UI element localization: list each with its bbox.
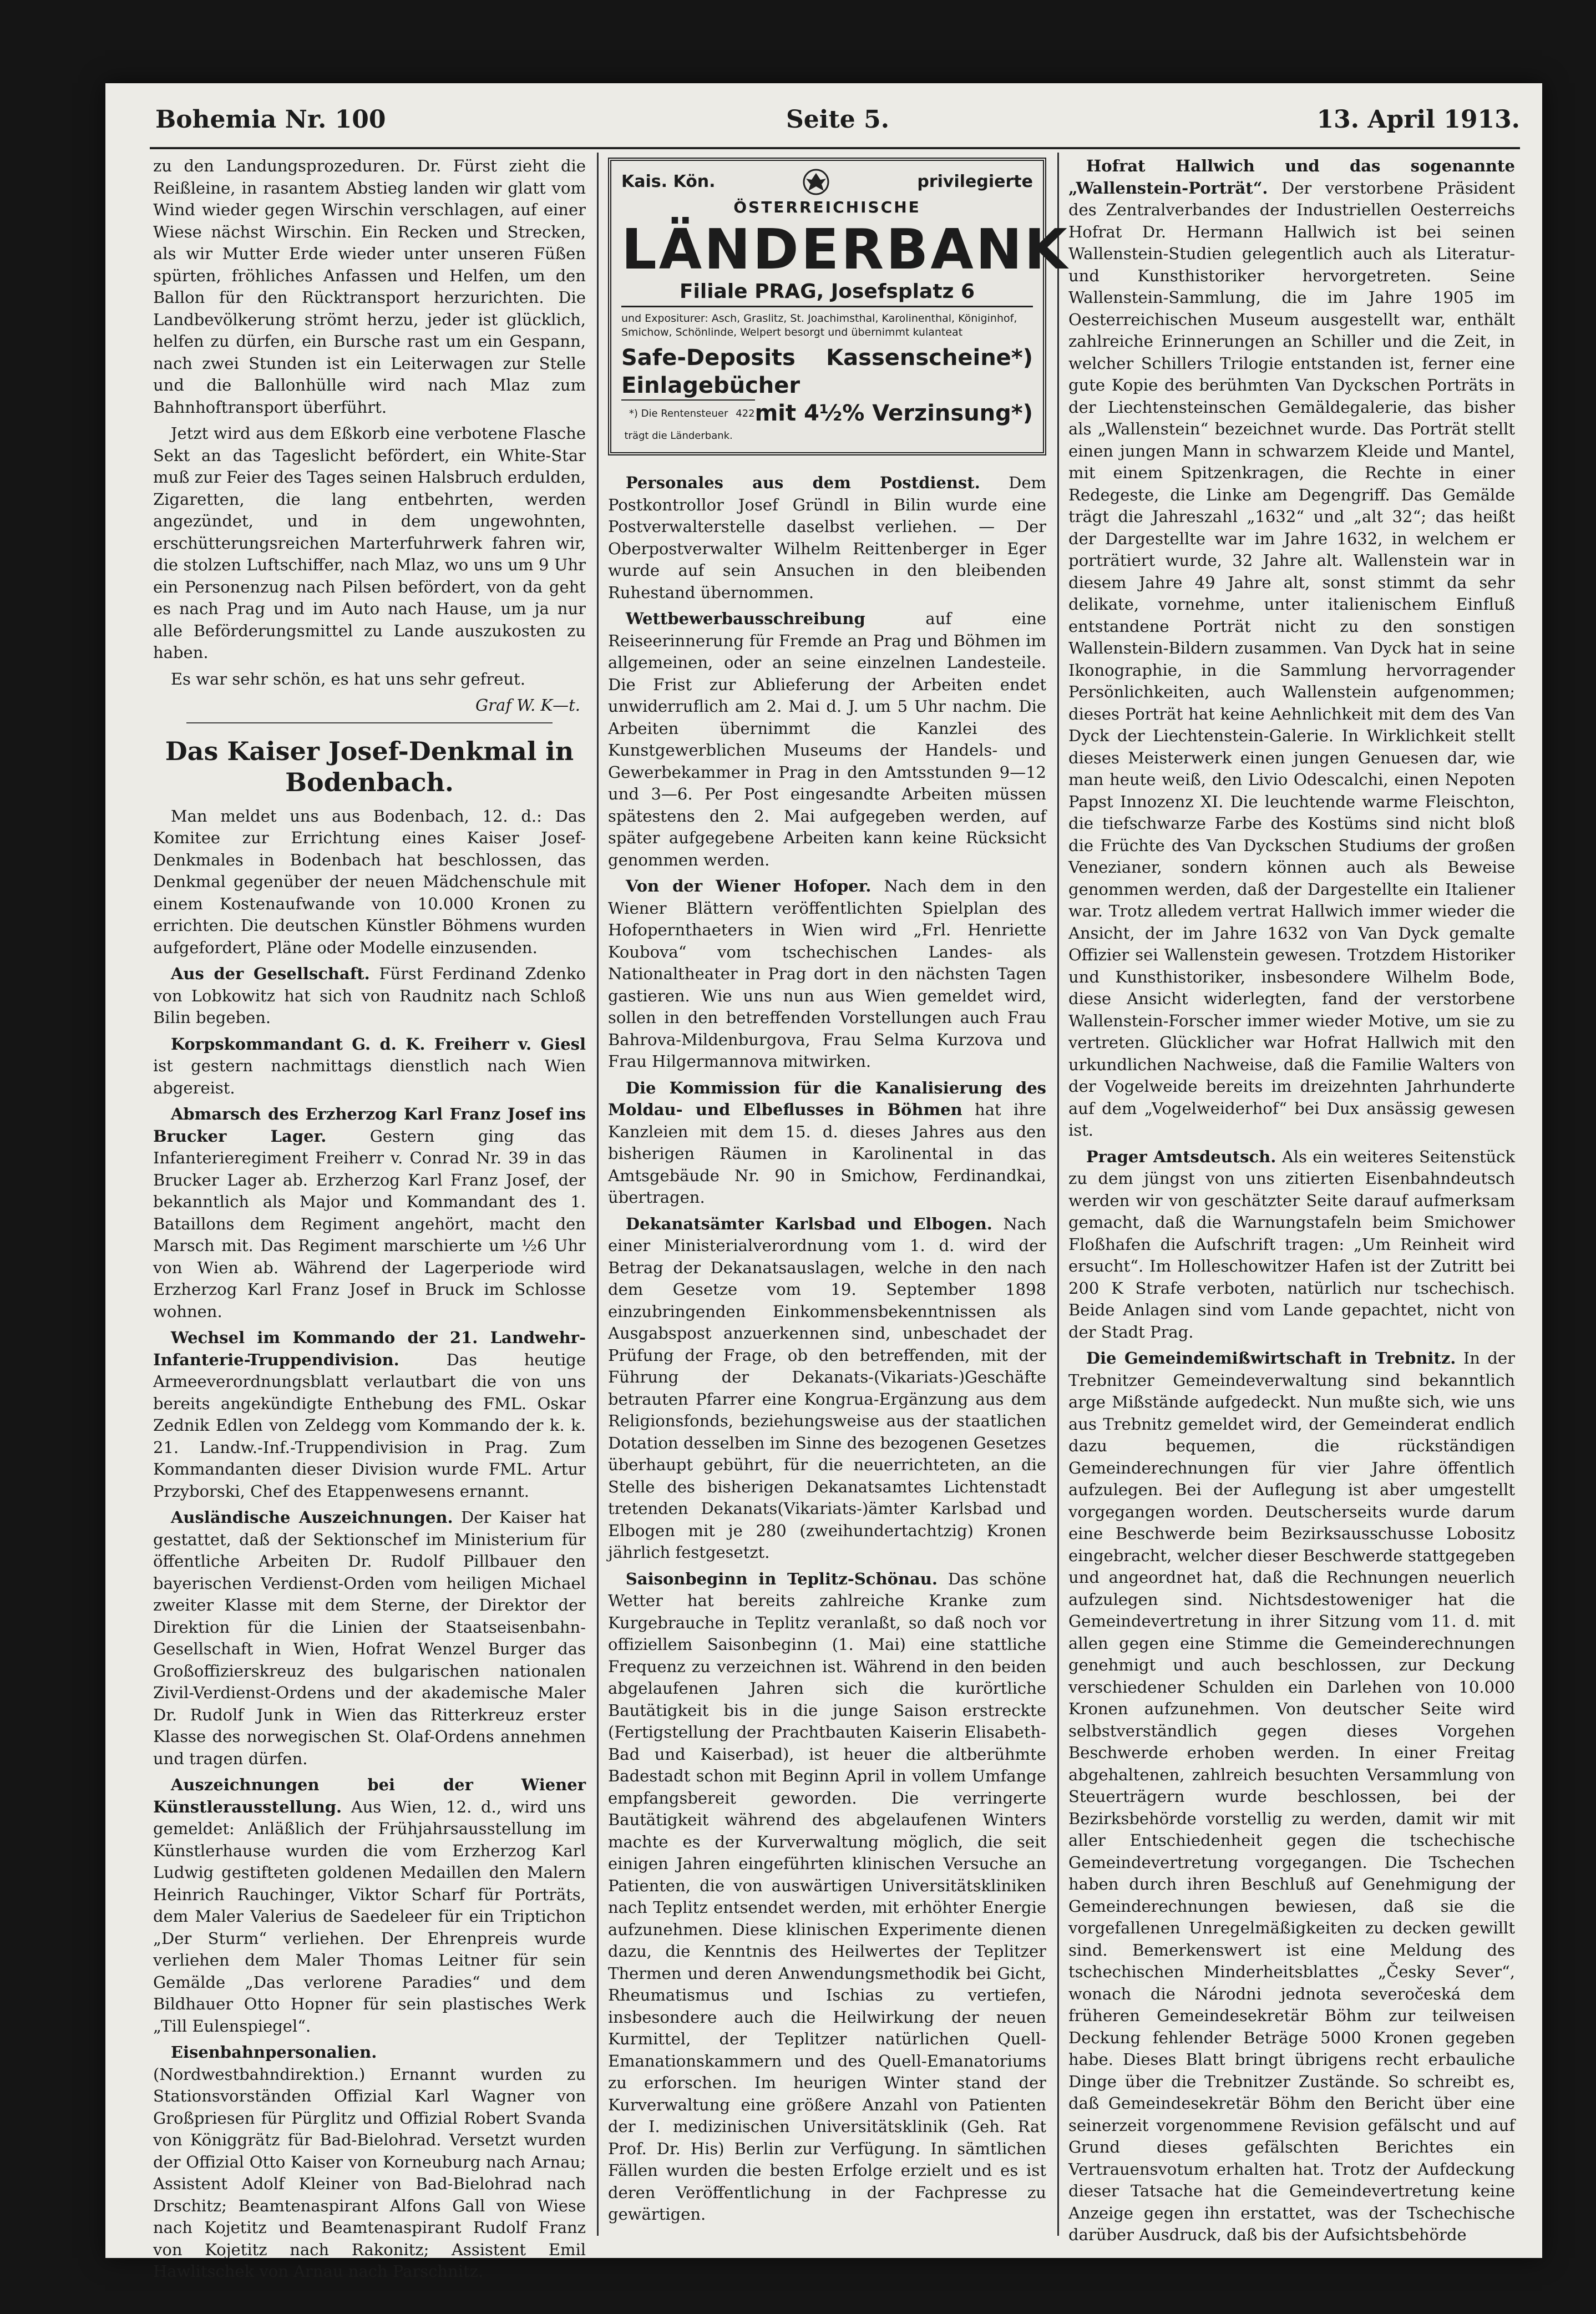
- news-text: In der Trebnitzer Gemeindeverwaltung sind bekanntlich arge Mißstände aufgedeckt. Nun mußte sich, wie uns aus Trebnitz gemeldet wird, der Gemeinderat endlich dazu bequemen, die rückständigen Gemeinderechnungen für vier Jahre öffentlich aufzulegen. Bei der Auflegung ist aber umgestellt vorgegangen worden. Deutscherseits wurde darum eine Beschwerde beim Bezirksausschusse Lobositz eingebracht, welcher dieser Beschwerde stattgegeben und angeordnet hat, daß die Rechnungen neuerlich aufzulegen sind. Nichtsdestoweniger hat die Gemeindevertretung in ihrer Sitzung vom 11. d. mit allen gegen eine Stimme die Gemeinderechnungen genehmigt und auch beschlossen, zur Deckung verschiedener Schulden ein Darlehen von 10.000 Kronen aufzunehmen. Von deutscher Seite wird selbstverständlich gegen dieses Vorgehen Beschwerde erhoben werden. In einer Freitag abgehaltenen, zahlreich besuchten Versammlung von Steuerträgern wurde beschlossen, bei der Bezirksbehörde vorstellig zu werden, damit wir mit aller Entschiedenheit gegen die tschechische Gemeindevertretung vorgegangen. Die Tschechen haben durch ihren Beschluß auf Genehmigung der Gemeinderechnungen bewiesen, daß sie die vorgefallenen Unregelmäßigkeiten zu decken gewillt sind. Bemerkenswert ist eine Meldung des tschechischen Minderheitsblattes „Česky Sever“, wonach die Národni jednota severočeská dem früheren Gemeindesekretär Böhm zur teilweisen Deckung fehlender Beträge 5000 Kronen gegeben habe. Dieses Blatt bringt übrigens recht erbauliche Dinge über die Trebnitzer Zustände. So schreibt es, daß Gemeindesekretär Böhm den Bericht über eine seinerzeit vorgenommene Revision gefälscht und auf Grund dieses gefälschten Berichtes ein Vertrauensvotum erhalten hat. Trotz der Aufdeckung dieser Tatsache hat die Gemeindevertretung keine Anzeige gegen ihn erstattet, was der Tschechische darüber Ausdruck, daß bis der Aufsichtsbehörde: [1068, 1349, 1515, 2244]
- balloon-article-closing: Es war sehr schön, es hat uns sehr gefreut.: [170, 669, 525, 688]
- news-heading: Eisenbahnpersonalien.: [170, 2043, 377, 2062]
- news-text: Der verstorbene Präsident des Zentralverbandes der Industriellen Oesterreichs Hofrat Dr. Hermann Hallwich ist bei seinen Wallenstein-Studien gelegentlich auch als Literatur- und Kunsthistoriker hervorgetreten. Seine Wallenstein-Sammlung, die im Jahre 1905 im Oesterreichischen Museum ausgestellt war, enthält zahlreiche Erinnerungen an Schiller und die Zeit, in welcher Schillers Trilogie entstanden ist, ferner eine gute Kopie des berühmten Van Dyckschen Porträts in der Liechtensteinschen Gemäldegalerie, das bisher als „Wallenstein“ bezeichnet wurde. Das Porträt stellt einen jungen Mann in schwarzem Kleide und Mantel, mit einem Spitzenkragen, die Rechte in einer Redegeste, die Linke am Degengriff. Das Gemälde trägt die Jahreszahl „1632“ und „alt 32“; das heißt der Dargestellte war im Jahre 1632, in welchem er porträtiert wurde, 32 Jahre alt. Wallenstein war in diesem Jahre 49 Jahre alt, sonst stimmt da sehr delikate, vornehme, unter italienischem Einfluß entstandene Porträt nicht zu den sonstigen Wallenstein-Bildern zusammen. Van Dyck hat in seine Ikonographie, in die Sammlung hervorragender Persönlichkeiten, auch Wallenstein aufgenommen; dieses Porträt hat keine Aehnlichkeit mit dem des Van Dyck der Liechtenstein-Galerie. In Wirklichkeit stellt dieses Meisterwerk einen jungen Genuesen dar, wie man heute weiß, den Livio Odescalchi, einen Nepoten Papst Innozenz XI. Die leuchtende warme Fleischton, die tiefschwarze Farbe des Kostüms sind nicht bloß die Früchte des Van Dyckschen Studiums der großen Venezianer, sondern können auch als Beweise genommen werden, daß der Dargestellte ein Italiener war. Trotz alledem vertrat Hallwich immer wieder die Ansicht, der im Jahre 1632 von Van Dyck gemalte Offizier sei Wallenstein gewesen. Trotzdem Historiker und Kunsthistoriker, insbesondere Wilhelm Bode, diese Ansicht widerlegten, fand der verstorbene Wallenstein-Forscher immer wieder Motive, um sie zu vertreten. Glücklicher war Hofrat Hallwich mit den urkundlichen Nachweise, daß die Familie Walters von der Vogelweide bereits im dreizehnten Jahrhunderte auf dem „Vogelweiderhof“ bei Dux ansässig gewesen ist.: [1068, 178, 1515, 1140]
- news-heading: Saisonbeginn in Teplitz-Schönau.: [625, 1569, 938, 1588]
- news-heading: Dekanatsämter Karlsbad und Elbogen.: [625, 1214, 992, 1233]
- news-text: (Nordwestbahndirektion.) Ernannt wurden zu Stationsvorständen Offizial Karl Wagner von Großpriesen für Pürglitz und Offizial Robert Svanda von Königgrätz für Bad-Bielohrad. Versetzt wurden der Offizial Otto Kaiser von Korneuburg nach Arnau; Assistent Adolf Kleiner von Bad-Bielohrad nach Drschitz; Beamtenaspirant Alfons Gall von Wiese nach Kojetitz und Beamtenaspirant Rudolf Franz von Kojetitz nach Rakonitz; Assistent Emil Hawlitschek von Arnau nach Parschnitz.: [153, 2064, 586, 2281]
- news-text: auf eine Reiseerinnerung für Fremde an Prag und Böhmen im allgemeinen, oder an seine einzelnen Landesteile. Die Frist zur Ablieferung der Arbeiten endet unwiderruflich am 2. Mai d. J. um 5 Uhr nachm. Die Arbeiten übernimmt die Kanzlei des Kunstgewerblichen Museums der Handels- und Gewerbekammer in Prag in den Amtsstunden 9—12 und 3—6. Per Post eingesandte Arbeiten müssen spätestens den 2. Mai aufgegeben werden, auf später aufgegebene Arbeiten kann keine Rücksicht genommen werden.: [608, 609, 1046, 869]
- news-item: [153, 1327, 586, 1502]
- ad-bank-name: LÄNDERBANK: [621, 216, 1070, 282]
- news-heading: Wechsel im Kommando der 21. Landwehr-Infanterie-Truppendivision.: [153, 1328, 586, 1369]
- news-heading: Abmarsch des Erzherzog Karl Franz Josef ins Brucker Lager.: [153, 1105, 586, 1146]
- news-item: [608, 608, 1046, 871]
- ad-top-line: [621, 168, 1033, 196]
- news-heading: Wettbewerbausschreibung: [625, 609, 865, 628]
- news-item: [153, 2042, 586, 2283]
- news-text: Fürst Ferdinand Zdenko von Lobkowitz hat sich von Raudnitz nach Schloß Bilin begeben.: [153, 964, 586, 1027]
- news-heading: Auszeichnungen bei der Wiener Künstlerausstellung.: [153, 1775, 586, 1816]
- news-heading: Hofrat Hallwich und das sogenannte „Wallenstein-Porträt“.: [1068, 156, 1515, 198]
- page-header: [155, 105, 1520, 144]
- news-text: Das schöne Wetter hat bereits zahlreiche Kranke zum Kurgebrauche in Teplitz veranlaßt, so daß noch vor offiziellem Saisonbeginn (1. Mai) eine stattliche Frequenz zu verzeichnen ist. Während in den beiden abgelaufenen Jahren sich die kurörtliche Bautätigkeit bis in die junge Saison erstreckte (Fertigstellung der Prachtbauten Kaiserin Elisabeth-Bad und Kaiserbad), ist heuer die altberühmte Badestadt schon mit Beginn April in vollem Umfange empfangsbereit geworden. Die verringerte Bautätigkeit während des abgelaufenen Winters machte es der Kurverwaltung möglich, die seit einigen Jahren eingeführten klinischen Versuche an Patienten, die von auswärtigen Universitätskliniken nach Teplitz entsendet werden, mit erhöhter Energie aufzunehmen. Diese klinischen Experimente dienen dazu, die Kenntnis des Heilwertes der Teplitzer Thermen und deren Anwendungsmethodik bei Gicht, Rheumatismus und Ischias zu vertiefen, insbesondere auch die Heilwirkung der neuen Kurmittel, der Teplitzer natürlichen Quell-Emanationskammern und des Quell-Emanatoriums zu erforschen. Im heurigen Winter stand der Kurverwaltung eine größere Anzahl von Patienten der I. medizinischen Universitätsklinik (Geh. Rat Prof. Dr. His) Berlin zur Verfügung. In sämtlichen Fällen wurden die besten Erfolge erzielt und es ist deren Veröffentlichung in der Fachpresse zu gewärtigen.: [608, 1569, 1046, 2224]
- headline-kaiser-josef-denkmal: Das Kaiser Josef-Denkmal in Bodenbach.: [165, 736, 574, 797]
- news-item: [608, 1568, 1046, 2226]
- news-item: [608, 1077, 1046, 1209]
- news-text: Dem Postkontrollor Josef Gründl in Bilin wurde eine Postverwalterstelle daselbst verliehen. — Der Oberpostverwalter Wilhelm Reittenberger in Eger wurde auf sein Ansuchen in den bleibenden Ruhestand übernommen.: [608, 473, 1046, 602]
- news-text: Nach einer Ministerialverordnung vom 1. d. wird der Betrag der Dekanatsauslagen, welche in den nach dem Gesetze vom 19. September 1898 einzubringenden Einkommensbekenntnissen als Ausgabspost anzuerkennen sind, unbeschadet der Prüfung der Frage, ob den betreffenden, mit der Führung der Dekanats-(Vikariats-)Geschäfte betrauten Pfarrer eine Kongrua-Ergänzung aus dem Religionsfonds, beziehungsweise aus der staatlichen Dotation desselben im Sinne des bezogenen Gesetzes überhaupt gebührt, für die neuerrichteten, an die Stelle des bisherigen Dekanatsamtes Lichtenstadt tretenden Dekanats(Vikariats-)ämter Karlsbad und Elbogen mit je 280 (zweihundertachtzig) Kronen jährlich festgesetzt.: [608, 1214, 1047, 1562]
- news-text: Als ein weiteres Seitenstück zu dem jüngst von uns zitierten Eisenbahndeutsch werden wir von geschätzter Seite darauf aufmerksam gemacht, daß die Warnungstafeln beim Smichower Floßhafen die Aufschrift tragen: „Um Reinheit wird ersucht“. Im Holleschowitzer Hafen ist der Zutritt bei 200 K Strafe verboten, natürlich nur tschechisch. Beide Anlagen sind vom Lande gepachtet, nicht von der Stadt Prag.: [1068, 1147, 1515, 1341]
- news-heading: Die Gemeindemißwirtschaft in Trebnitz.: [1086, 1349, 1456, 1368]
- balloon-article-end: zu den Landungsprozeduren. Dr. Fürst zieht die Reißleine, in rasantem Abstieg landen wir glatt vom Wind wieder gegen Wirschin verschlagen, auf einer Wiese nächst Wirschin. Ein Recken und Strecken, als wir Mutter Erde wieder unter unseren Füßen spürten, fröhliches Anfassen und Helfen, um den Ballon für den Rücktransport herzurichten. Die Landbevölkerung strömt herzu, jeder ist glücklich, helfen zu dürfen, ein Bursche rast um ein Gespann, nach zwei Stunden ist ein Leiterwagen zur Stelle und die Ballonhülle wird nach Mlaz zum Bahnhoftransport überführt.: [153, 156, 586, 417]
- ad-expositur: und Expositurer: Asch, Graslitz, St. Joachimsthal, Karolinenthal, Königinhof, Smichow, Schönlinde, Welpert besorgt und übernimmt kulanteat: [621, 312, 1017, 338]
- header-paper-issue: Bohemia Nr. 100: [155, 105, 386, 134]
- column-rule-2: [1057, 153, 1059, 2236]
- column-rule-1: [597, 153, 599, 2236]
- news-item: [1068, 1146, 1515, 1344]
- ad-oesterreichische: ÖSTERREICHISCHE: [733, 198, 921, 216]
- news-text: Nach dem in den Wiener Blättern veröffentlichten Spielplan des Hofopernthaeters in Wien wird „Frl. Henriette Koubova“ vom tschechischen Landes- als Nationaltheater in Prag dort in den nächsten Tagen gastieren. Wie uns nun aus Wien gemeldet wird, sollen in den betreffenden Vorstellungen auch Frau Bahrova-Mildenburgova, Frau Selma Kurzova und Frau Hilgermannova mitwirken.: [608, 877, 1047, 1071]
- divider: [186, 722, 553, 723]
- column-2: [608, 155, 1070, 2236]
- ad-filiale: Filiale PRAG, Josefsplatz 6: [621, 281, 1033, 308]
- laenderbank-advertisement: [608, 158, 1070, 455]
- news-item: [153, 963, 586, 1029]
- ad-number: 422: [736, 408, 755, 419]
- eagle-emblem-icon: [802, 168, 830, 196]
- ad-footnote: *) Die Rentensteuer trägt die Länderbank.: [624, 408, 733, 442]
- ad-einlagebuecher: Einlagebücher: [621, 373, 800, 398]
- column-1: [153, 155, 586, 2281]
- news-heading: Die Kommission für die Kanalisierung des Moldau- und Elbeflusses in Böhmen: [608, 1078, 1046, 1119]
- header-date: 13. April 1913.: [1316, 105, 1520, 134]
- news-item: [608, 875, 1046, 1073]
- news-item: [153, 1774, 586, 2037]
- news-item: [153, 1507, 586, 1770]
- news-text: Das heutige Armeeverordnungsblatt verlautbart die von uns bereits angekündigte Enthebung des FML. Oskar Zednik Edlen von Zeldegg vom Kommando der k. k. 21. Landw.-Inf.-Truppendivision in Prag. Zum Kommandanten dieser Division wurde FML. Artur Przyborski, Chef des Etappenwesens ernannt.: [153, 1350, 586, 1501]
- column-3: [1068, 155, 1515, 2244]
- news-heading: Personales aus dem Postdienst.: [625, 473, 980, 492]
- header-rule: [150, 147, 1520, 149]
- article-signature: Graf W. K—t.: [475, 696, 580, 715]
- ad-footer: [621, 399, 755, 447]
- newspaper-page: [105, 83, 1542, 2281]
- news-heading: Von der Wiener Hofoper.: [625, 877, 872, 895]
- news-item: [153, 1103, 586, 1323]
- ad-kassenscheine: Kassenscheine*): [826, 345, 1033, 371]
- header-page-number: Seite 5.: [786, 105, 890, 134]
- news-text: ist gestern nachmittags dienstlich nach Wien abgereist.: [153, 1056, 586, 1097]
- news-text: Der Kaiser hat gestattet, daß der Sektionschef im Ministerium für öffentliche Arbeiten Dr. Rudolf Pillbauer den bayerischen Verdienst-Orden vom heiligen Michael zweiter Klasse mit dem Sterne, der Direktor der Direktion für die Linien der Staatseisenbahn-Gesellschaft in Wien, Hofrat Wenzel Burger das Großoffizierskreuz des bulgarischen nationalen Zivil-Verdienst-Ordens und der akademische Maler Dr. Rudolf Junk in Wien das Ritterkreuz erster Klasse des norwegischen St. Olaf-Ordens annehmen und tragen dürfen.: [153, 1508, 586, 1768]
- ad-verzinsung: mit 4½% Verzinsung*): [754, 401, 1033, 426]
- news-item: [1068, 1348, 1515, 2246]
- ad-safe-line: [621, 344, 1033, 372]
- news-text: Gestern ging das Infanterieregiment Freiherr v. Conrad Nr. 39 in das Brucker Lager ab. Erzherzog Karl Franz Josef, der bekanntlich als Major und Kommandant des 1. Bataillons dem Regiment angehört, macht den Marsch mit. Das Regiment marschierte um ½6 Uhr von Wien ab. Während der Lagerperiode wird Erzherzog Karl Franz Josef in Bruck im Schlosse wohnen.: [153, 1126, 586, 1321]
- news-heading: Ausländische Auszeichnungen.: [170, 1508, 453, 1527]
- news-item: [153, 1034, 586, 1100]
- news-heading: Prager Amtsdeutsch.: [1086, 1147, 1276, 1166]
- news-item: [1068, 155, 1515, 1142]
- news-heading: Korpskommandant G. d. K. Freiherr v. Giesl: [170, 1034, 586, 1054]
- news-item: [608, 472, 1046, 604]
- ad-top-right: privilegierte: [917, 172, 1033, 192]
- news-heading: Aus der Gesellschaft.: [170, 964, 370, 983]
- news-item: [608, 1213, 1046, 1564]
- balloon-article-paragraph: Jetzt wird aus dem Eßkorb eine verbotene Flasche Sekt an das Tageslicht befördert, ein White-Star muß zur Feier des Tages seinen Halsbruch erdulden, Zigaretten, die lang entbehrten, werden angezündet, und in dem ungewohnten, erschütterungsreichen Marterfuhrwerk fahren wir, die stolzen Luftschiffer, nach Mlaz, wo uns um 9 Uhr ein Personenzug nach Pilsen befördert, von da geht es nach Prag und im Auto nach Hause, um ja nur alle Beförderungsmittel zu Lande auszukosten zu haben.: [153, 424, 586, 662]
- denkmal-article: Man meldet uns aus Bodenbach, 12. d.: Das Komitee zur Errichtung eines Kaiser Josef-Denkmales in Bodenbach hat beschlossen, das Denkmal gegenüber der neuen Mädchenschule mit einem Kostenaufwande von 10.000 Kronen zu errichten. Die deutschen Künstler Böhmens wurden aufgefordert, Pläne oder Modelle einzusenden.: [153, 806, 586, 957]
- news-text: Aus Wien, 12. d., wird uns gemeldet: Anläßlich der Frühjahrsausstellung im Künstlerhause wurden die vom Erzherzog Karl Ludwig gestifteten goldenen Medaillen den Malern Heinrich Rauchinger, Viktor Scharf für Porträts, dem Maler Valerius de Saedeleer für ein Triptichon „Der Sturm“ verliehen. Der Ehrenpreis wurde verliehen dem Maler Thomas Leitner für sein Gemälde „Das verlorene Paradies“ und dem Bildhauer Otto Hopner für sein plastisches Werk „Till Eulenspiegel“.: [153, 1797, 586, 2035]
- ad-safe-deposits: Safe-Deposits: [621, 345, 796, 371]
- news-text: hat ihre Kanzleien mit dem 15. d. dieses Jahres aus den bisherigen Räumen in Karolinental in das Amtsgebäude Nr. 90 in Smichow, Ferdinandkai, übertragen.: [608, 1100, 1046, 1207]
- ad-top-left: Kais. Kön.: [621, 172, 716, 192]
